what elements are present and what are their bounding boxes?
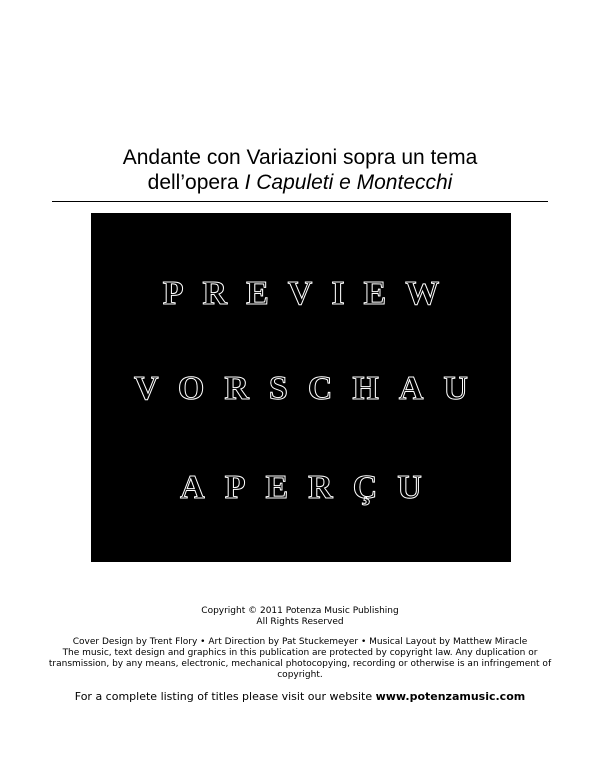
- website-line: [0, 690, 600, 703]
- title-line-2: [0, 170, 600, 195]
- credits-line-3: transmission, by any means, electronic, mechanical photocopying, recording or otherwise is an infringement of: [48, 659, 552, 669]
- title-line-1: Andante con Variazioni sopra un tema: [122, 146, 478, 169]
- website-prefix: For a complete listing of titles please visit our website: [74, 690, 376, 703]
- watermark-vorschau: VORSCHAU: [134, 370, 488, 407]
- watermark-apercu: APERÇU: [180, 469, 442, 506]
- title-divider: [52, 201, 548, 202]
- preview-watermark-box: [91, 213, 511, 562]
- piece-title: [0, 145, 600, 195]
- title-line-2-prefix: dell’opera: [147, 171, 245, 194]
- credits-line-4: copyright.: [277, 670, 323, 680]
- credits-line-2: The music, text design and graphics in this publication are protected by copyright law. Any duplication or: [62, 648, 538, 658]
- website-link[interactable]: www.potenzamusic.com: [375, 690, 526, 703]
- rights-line: All Rights Reserved: [256, 617, 344, 627]
- copyright-notice: [0, 606, 600, 628]
- credits-line-1: Cover Design by Trent Flory • Art Direction by Pat Stuckemeyer • Musical Layout by Matthew Miracle: [72, 637, 528, 647]
- credits-notice: [0, 637, 600, 681]
- opera-title: I Capuleti e Montecchi: [244, 171, 453, 194]
- watermark-preview: PREVIEW: [162, 275, 459, 312]
- copyright-line: Copyright © 2011 Potenza Music Publishing: [201, 606, 399, 616]
